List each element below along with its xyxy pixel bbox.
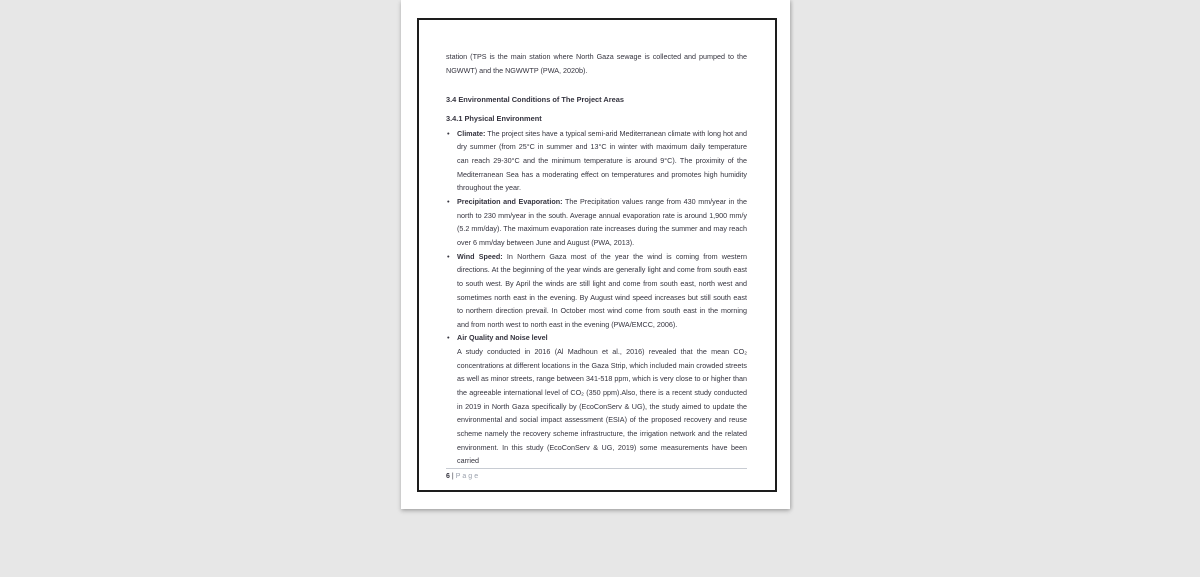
bullet-icon: • (447, 333, 450, 343)
subsection-heading: 3.4.1 Physical Environment (446, 113, 542, 123)
page-border (417, 18, 777, 492)
bullet-icon: • (447, 251, 450, 261)
bullet-label: Precipitation and Evaporation: (457, 196, 563, 206)
intro-paragraph: station (TPS is the main station where North Gaza sewage is collected and pumped to the NGWWT) and the NGWWTP (PWA, 2020b). (446, 52, 747, 75)
document-page[interactable] (401, 0, 790, 509)
footer-page-label: Page (455, 473, 481, 480)
footer-separator: | (451, 473, 454, 480)
bullet-icon: • (447, 196, 450, 206)
page-content (446, 50, 747, 468)
section-heading: 3.4 Environmental Conditions of The Project Areas (446, 95, 624, 105)
bullet-item-precipitation (446, 195, 747, 250)
bullet-text: A study conducted in 2016 (Al Madhoun et al., 2016) revealed that the mean CO₂ concentrations at different locations in the Gaza Strip, which included main crowded streets as well as minor streets, range between 341-518 ppm, which is very close to or higher than the agreeable international level of CO₂ (350 ppm).Also, there is a recent study conducted in 2019 in North Gaza specifically by (EcoConServ & UG), the study aimed to update the environmental and social impact assessment (ESIA) of the proposed recovery and reuse scheme namely the recovery scheme infrastructure, the irrigation network and the related environment. In this study (EcoConServ & UG, 2019) some measurements have been carried (457, 347, 747, 466)
page-footer (446, 468, 747, 481)
bullet-icon: • (447, 128, 450, 138)
bullet-item-air-quality (446, 331, 747, 468)
bullet-label: Wind Speed: (457, 251, 503, 261)
bullet-label: Climate: (457, 128, 486, 138)
bullet-text: In Northern Gaza most of the year the wind is coming from western directions. At the beginning of the year winds are generally light and come from south east to south west. By April the winds are still light and come from south east, north west and sometimes north east in the evening. By August wind speed increases but still south east to northern direction prevail. In October most wind come from south east in the morning and from north west to north east in the evening (PWA/EMCC, 2006). (457, 251, 747, 329)
footer-page-number: 6 (446, 473, 450, 480)
bullet-text: The project sites have a typical semi-arid Mediterranean climate with long hot and dry summer (from 25°C in summer and 13°C in winter with maximum daily temperature can reach 29-30°C and the minimum temperature is around 9°C). The proximity of the Mediterranean Sea has a moderating effect on temperatures and promotes high humidity throughout the year. (457, 128, 747, 193)
bullet-text: The Precipitation values range from 430 mm/year in the north to 230 mm/year in the south. Average annual evaporation rate is around 1,900 mm/y (5.2 mm/day). The maximum evaporation rate increases during the summer and may reach over 6 mm/day between June and August (PWA, 2013). (457, 196, 747, 247)
bullet-list (446, 127, 747, 468)
bullet-item-climate (446, 127, 747, 195)
bullet-label: Air Quality and Noise level (457, 333, 548, 343)
bullet-item-wind-speed (446, 250, 747, 332)
